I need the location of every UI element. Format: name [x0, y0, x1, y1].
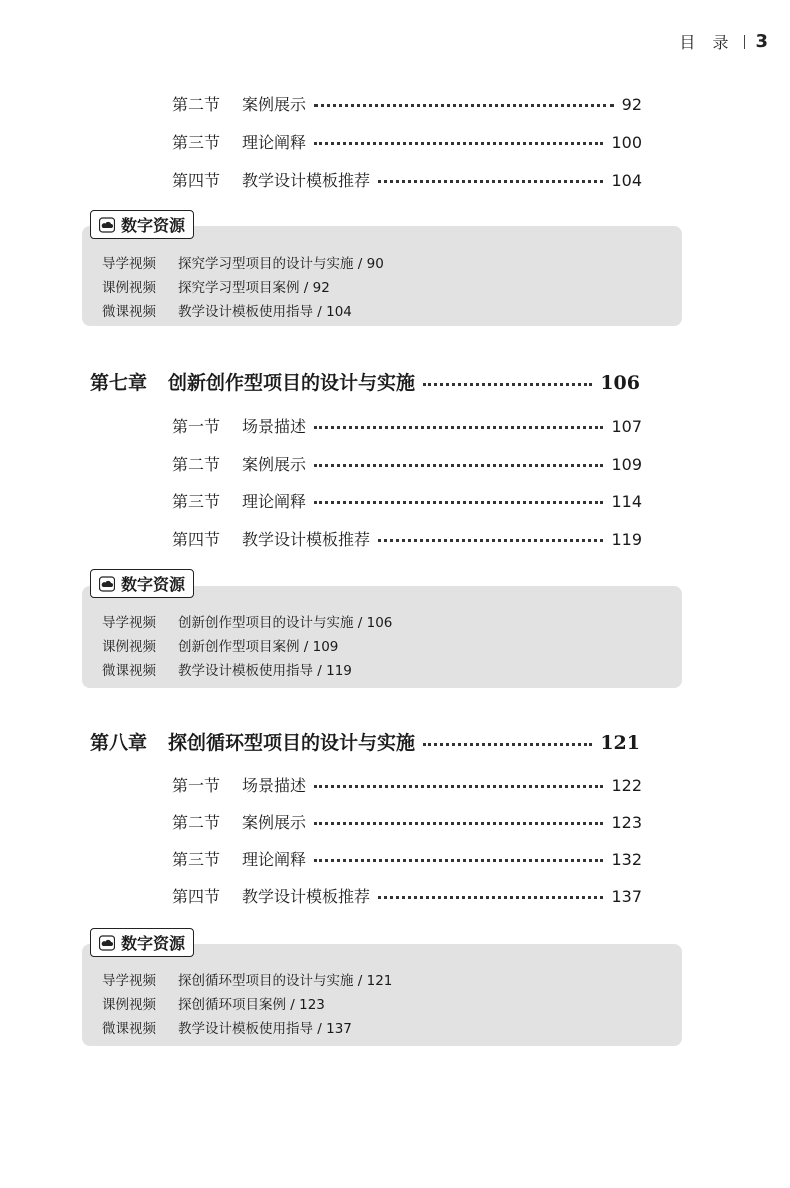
chapter-page: 121: [600, 732, 640, 754]
resource-text: 探究学习型项目案例 / 92: [178, 280, 330, 296]
resource-kind: 课例视频: [102, 280, 156, 296]
section-page: 122: [611, 776, 642, 795]
section-number: 第三节: [172, 850, 221, 869]
section-number: 第三节: [172, 492, 221, 511]
resource-kind: 微课视频: [102, 663, 156, 679]
chapter-title: 探创循环型项目的设计与实施: [168, 732, 416, 754]
chapter-number: 第七章: [90, 372, 148, 394]
section-page: 137: [611, 887, 642, 906]
digital-resources-label: 数字资源: [121, 575, 186, 594]
running-head-title: 目 录: [679, 33, 735, 52]
resource-text: 教学设计模板使用指导 / 119: [178, 663, 352, 679]
toc-section-line[interactable]: [172, 92, 642, 115]
section-title: 场景描述: [242, 776, 307, 795]
chapter-number: 第八章: [90, 732, 148, 754]
section-page: 114: [611, 492, 642, 511]
section-page: 123: [611, 813, 642, 832]
resource-text: 创新创作型项目案例 / 109: [178, 639, 339, 655]
resource-kind: 导学视频: [102, 973, 156, 989]
section-page: 119: [611, 530, 642, 549]
resource-item[interactable]: [102, 276, 330, 296]
chapter-title: 创新创作型项目的设计与实施: [168, 372, 416, 394]
dot-leader: [314, 821, 603, 825]
page-number: 3: [755, 31, 768, 52]
toc-section-line[interactable]: [172, 168, 642, 191]
toc-section-line[interactable]: [172, 810, 642, 833]
dot-leader: [314, 784, 603, 788]
dot-leader: [314, 141, 603, 145]
toc-chapter-line[interactable]: [90, 728, 640, 755]
section-number: 第二节: [172, 95, 221, 114]
section-page: 100: [611, 133, 642, 152]
section-title: 案例展示: [242, 813, 307, 832]
resource-item[interactable]: [102, 1017, 352, 1037]
cloud-icon: [99, 217, 115, 233]
resource-item[interactable]: [102, 611, 392, 631]
resource-text: 探创循环型项目的设计与实施 / 121: [178, 973, 393, 989]
digital-resources-tag: [90, 928, 194, 957]
section-title: 教学设计模板推荐: [242, 171, 371, 190]
section-page: 107: [611, 417, 642, 436]
digital-resources-label: 数字资源: [121, 216, 186, 235]
toc-section-line[interactable]: [172, 130, 642, 153]
digital-resources-tag: [90, 569, 194, 598]
section-number: 第二节: [172, 455, 221, 474]
resource-item[interactable]: [102, 969, 392, 989]
toc-section-line[interactable]: [172, 452, 642, 475]
resource-text: 探究学习型项目的设计与实施 / 90: [178, 256, 384, 272]
dot-leader: [314, 103, 614, 107]
section-title: 理论阐释: [242, 492, 307, 511]
section-number: 第四节: [172, 887, 221, 906]
section-title: 教学设计模板推荐: [242, 887, 371, 906]
resource-text: 探创循环项目案例 / 123: [178, 997, 325, 1013]
section-title: 场景描述: [242, 417, 307, 436]
dot-leader: [314, 425, 603, 429]
chapter-page: 106: [600, 372, 640, 394]
dot-leader: [378, 895, 603, 899]
cloud-icon: [99, 935, 115, 951]
section-page: 109: [611, 455, 642, 474]
resource-item[interactable]: [102, 252, 384, 272]
toc-section-line[interactable]: [172, 527, 642, 550]
resource-kind: 课例视频: [102, 997, 156, 1013]
section-title: 案例展示: [242, 95, 307, 114]
resource-kind: 导学视频: [102, 615, 156, 631]
toc-chapter-line[interactable]: [90, 368, 640, 395]
cloud-icon: [99, 576, 115, 592]
resource-text: 教学设计模板使用指导 / 137: [178, 1021, 352, 1037]
resource-kind: 导学视频: [102, 256, 156, 272]
resource-item[interactable]: [102, 635, 338, 655]
toc-section-line[interactable]: [172, 847, 642, 870]
running-head: [679, 30, 768, 53]
toc-section-line[interactable]: [172, 884, 642, 907]
resource-text: 创新创作型项目的设计与实施 / 106: [178, 615, 393, 631]
dot-leader: [378, 179, 603, 183]
toc-section-line[interactable]: [172, 414, 642, 437]
dot-leader: [314, 463, 603, 467]
section-number: 第二节: [172, 813, 221, 832]
dot-leader: [378, 538, 603, 542]
resource-kind: 课例视频: [102, 639, 156, 655]
section-page: 92: [621, 95, 642, 114]
resource-item[interactable]: [102, 993, 325, 1013]
dot-leader: [423, 382, 592, 386]
resource-kind: 微课视频: [102, 304, 156, 320]
section-title: 案例展示: [242, 455, 307, 474]
section-title: 教学设计模板推荐: [242, 530, 371, 549]
resource-item[interactable]: [102, 659, 352, 679]
section-number: 第四节: [172, 530, 221, 549]
dot-leader: [314, 500, 603, 504]
section-number: 第四节: [172, 171, 221, 190]
section-number: 第三节: [172, 133, 221, 152]
section-page: 132: [611, 850, 642, 869]
resource-kind: 微课视频: [102, 1021, 156, 1037]
resource-text: 教学设计模板使用指导 / 104: [178, 304, 352, 320]
dot-leader: [423, 742, 592, 746]
toc-section-line[interactable]: [172, 773, 642, 796]
section-title: 理论阐释: [242, 133, 307, 152]
running-head-divider: [744, 35, 745, 49]
section-number: 第一节: [172, 417, 221, 436]
digital-resources-label: 数字资源: [121, 934, 186, 953]
dot-leader: [314, 858, 603, 862]
section-title: 理论阐释: [242, 850, 307, 869]
section-number: 第一节: [172, 776, 221, 795]
digital-resources-tag: [90, 210, 194, 239]
section-page: 104: [611, 171, 642, 190]
toc-section-line[interactable]: [172, 489, 642, 512]
resource-item[interactable]: [102, 300, 352, 320]
